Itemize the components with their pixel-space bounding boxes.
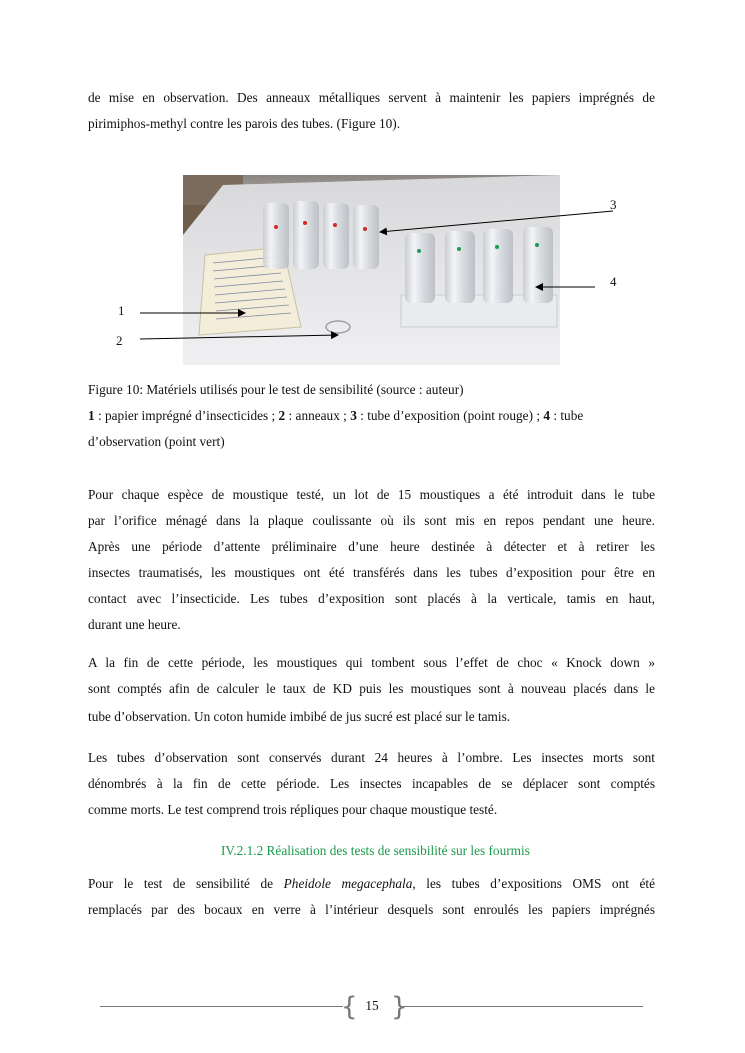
figure-label-4: 4 [610,274,617,289]
legend-text-1: : papier imprégné d’insecticides ; [94,408,279,423]
paragraph-4 [88,871,655,923]
text-line: A la fin de cette période, les moustiques qui tombent sous l’effet de choc « Knock down » [88,655,655,670]
legend-num-4: 4 [543,408,551,423]
text-line: comme morts. Le test comprend trois répliques pour chaque moustique testé. [88,802,498,817]
species-name: Pheidole megacephala, [283,876,416,891]
legend-num-2: 2 [278,408,286,423]
text-line: contact avec l’insecticide. Les tubes d’exposition sont placés à la verticale, tamis en haut, [88,591,655,606]
section-heading: IV.2.1.2 Réalisation des tests de sensibilité sur les fourmis [221,843,530,858]
text-line: dénombrés à la fin de cette période. Les insectes incapables de se déplacer sont comptés [88,776,655,791]
paragraph-3 [88,745,655,823]
text-line: durant une heure. [88,617,181,632]
text-line: sont comptés afin de calculer le taux de KD puis les moustiques sont à nouveau placés dans le [88,681,655,696]
caption-legend [88,403,655,429]
footer-rule-right [400,1006,643,1007]
figure-label-2: 2 [116,333,123,348]
text-line: Après une période d’attente préliminaire d’une heure destinée à détecter et à retirer les [88,539,655,554]
footer-brace-right-icon: } [391,992,408,1022]
legend-num-3: 3 [350,408,357,423]
legend-text-4: : tube [550,408,584,423]
text-line: Pour le test de sensibilité de Pheidole megacephala, les tubes d’expositions OMS ont été [88,876,655,891]
page-number: 15 [365,998,379,1013]
paragraph-2 [88,650,655,730]
caption-title: Figure 10: Matériels utilisés pour le test de sensibilité (source : auteur) [88,382,464,397]
paragraph-1 [88,482,655,638]
text-line: tube d’observation. Un coton humide imbibé de jus sucré est placé sur le tamis. [88,709,511,724]
caption-legend-line2: d’observation (point vert) [88,434,225,449]
text-line: de mise en observation. Des anneaux métalliques servent à maintenir les papiers imprégnés de [88,90,655,105]
text-line: Pour chaque espèce de moustique testé, un lot de 15 moustiques a été introduit dans le tube [88,487,655,502]
figure-arrows [0,0,745,420]
figure-caption [88,377,655,455]
text-line: Les tubes d’observation sont conservés durant 24 heures à l’ombre. Les insectes morts sont [88,750,655,765]
text-line: insectes traumatisés, les moustiques ont été transférés dans les tubes d’exposition pour être en [88,565,655,580]
text-line: remplacés par des bocaux en verre à l’intérieur desquels sont enroulés les papiers imprégnés [88,902,655,917]
legend-num-1: 1 [88,408,95,423]
text-line: pirimiphos-methyl contre les parois des tubes. (Figure 10). [88,116,401,131]
figure-label-3: 3 [610,197,617,212]
figure-label-1: 1 [118,303,125,318]
footer-rule-left [100,1006,343,1007]
text-line: par l’orifice ménagé dans la plaque coulissante où ils sont mis en repos pendant une heure. [88,513,655,528]
legend-text-2: : anneaux ; [285,408,351,423]
footer-brace-left-icon: { [341,992,358,1022]
legend-text-3: : tube d’exposition (point rouge) ; [356,408,544,423]
